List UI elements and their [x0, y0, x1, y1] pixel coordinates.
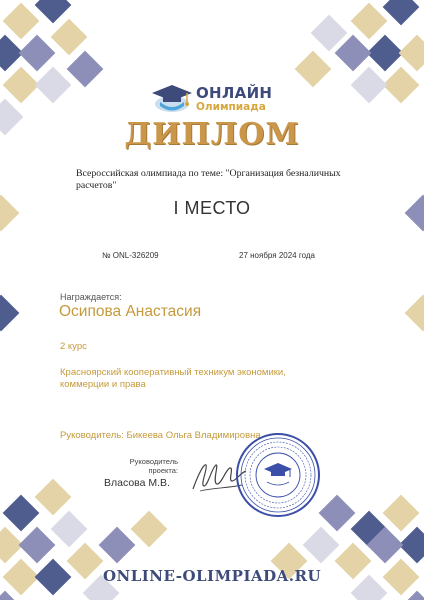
logo-title: ОНЛАЙН: [196, 84, 273, 102]
institution-line2: коммерции и права: [60, 379, 146, 390]
decorative-diamond: [383, 495, 420, 532]
seal-stamp: [235, 432, 321, 518]
diploma-number: № ONL-326209: [102, 251, 159, 260]
decorative-diamond: [19, 527, 56, 564]
decorative-diamond: [383, 0, 420, 25]
decorative-diamond: [319, 495, 356, 532]
decorative-diamond: [295, 51, 332, 88]
diploma-title: ДИПЛОМ: [124, 117, 300, 152]
course: 2 курс: [60, 341, 87, 352]
decorative-diamond: [99, 527, 136, 564]
project-lead-name: Власова М.В.: [104, 477, 170, 489]
decorative-diamond: [351, 67, 388, 104]
decorative-diamond: [399, 35, 424, 72]
decorative-diamond: [3, 495, 40, 532]
decorative-diamond: [303, 527, 340, 564]
decorative-diamond: [51, 511, 88, 548]
awarded-label: Награждается:: [60, 292, 122, 302]
decorative-diamond: [351, 3, 388, 40]
decorative-diamond: [35, 479, 72, 516]
diploma-date: 27 ноября 2024 года: [239, 251, 315, 260]
decorative-diamond: [35, 67, 72, 104]
project-lead-label-2: проекта:: [148, 466, 178, 475]
decorative-diamond: [0, 295, 19, 332]
graduation-cap-icon: [150, 82, 194, 114]
decorative-diamond: [405, 295, 424, 332]
decorative-diamond: [19, 35, 56, 72]
decorative-diamond: [67, 51, 104, 88]
decorative-diamond: [131, 511, 168, 548]
place-award: I МЕСТО: [173, 198, 251, 218]
decorative-diamond: [3, 3, 40, 40]
olympiad-topic: Всероссийская олимпиада по теме: "Организация безналичных расчетов": [76, 168, 341, 191]
recipient-name: Осипова Анастасия: [59, 303, 202, 320]
decorative-diamond: [383, 67, 420, 104]
logo-subtitle: Олимпиада: [196, 101, 266, 113]
institution-line1: Красноярский кооперативный техникум экономики,: [60, 367, 286, 378]
supervisor: Руководитель: Бикеева Ольга Владимировна: [60, 430, 261, 441]
decorative-diamond: [51, 19, 88, 56]
website: ONLINE-OLIMPIADA.RU: [102, 567, 322, 585]
project-lead-label-1: Руководитель: [129, 457, 178, 466]
